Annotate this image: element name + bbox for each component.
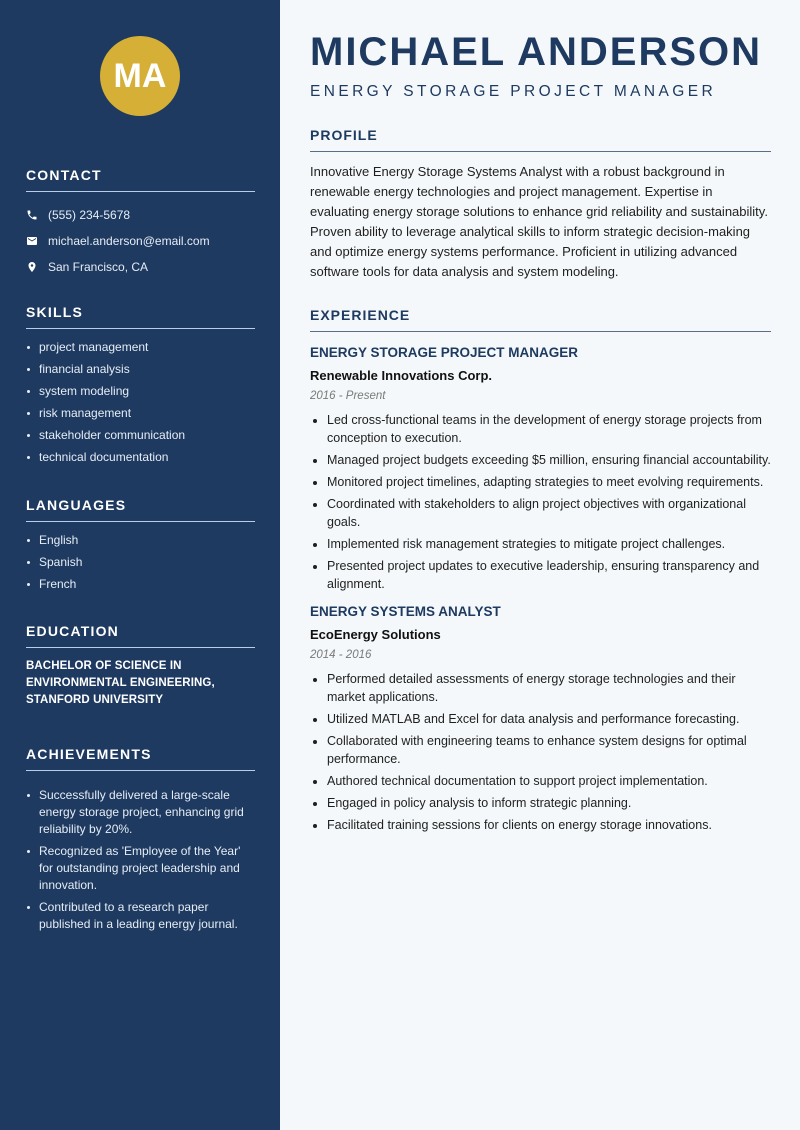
skill-item: system modeling bbox=[26, 383, 255, 399]
job-bullet: Collaborated with engineering teams to enhance system designs for optimal performance. bbox=[310, 732, 771, 768]
avatar bbox=[100, 36, 180, 116]
company-name: Renewable Innovations Corp. bbox=[310, 368, 493, 383]
contact-list bbox=[26, 202, 255, 280]
languages-heading: LANGUAGES bbox=[26, 497, 255, 522]
skills-list bbox=[26, 339, 255, 465]
job-bullet: Presented project updates to executive leadership, ensuring transparency and alignment. bbox=[310, 557, 771, 593]
profile-heading: PROFILE bbox=[310, 127, 771, 152]
language-item: Spanish bbox=[26, 554, 255, 570]
contact-location bbox=[26, 254, 255, 280]
job-entry bbox=[310, 344, 771, 593]
company-name: EcoEnergy Solutions bbox=[310, 627, 441, 642]
avatar-initials: MA bbox=[113, 56, 167, 95]
education-degree: BACHELOR OF SCIENCE IN ENVIRONMENTAL ENGINEERING, STANFORD UNIVERSITY bbox=[26, 660, 215, 706]
contact-section bbox=[26, 167, 255, 280]
education-heading: EDUCATION bbox=[26, 623, 255, 648]
location-pin-icon bbox=[26, 261, 38, 273]
experience-section bbox=[310, 307, 771, 838]
job-bullet: Engaged in policy analysis to inform strategic planning. bbox=[310, 794, 771, 812]
skills-heading: SKILLS bbox=[26, 304, 255, 329]
job-bullet: Facilitated training sessions for clients on energy storage innovations. bbox=[310, 816, 771, 834]
job-bullet: Led cross-functional teams in the development of energy storage projects from conception to execution. bbox=[310, 411, 771, 447]
skill-item: technical documentation bbox=[26, 449, 255, 465]
contact-email bbox=[26, 228, 255, 254]
languages-list bbox=[26, 532, 255, 592]
job-bullets bbox=[310, 411, 771, 593]
skill-item: financial analysis bbox=[26, 361, 255, 377]
achievement-item: Contributed to a research paper published in a leading energy journal. bbox=[26, 899, 255, 933]
education-section bbox=[26, 623, 255, 709]
job-entry bbox=[310, 603, 771, 834]
achievements-list bbox=[26, 787, 255, 933]
skill-item: project management bbox=[26, 339, 255, 355]
job-title: ENERGY STORAGE PROJECT MANAGER bbox=[310, 345, 579, 360]
phone-icon bbox=[26, 209, 38, 221]
languages-section bbox=[26, 497, 255, 598]
job-title-header: ENERGY STORAGE PROJECT MANAGER bbox=[310, 83, 717, 100]
job-bullet: Authored technical documentation to support project implementation. bbox=[310, 772, 771, 790]
achievement-item: Successfully delivered a large-scale energy storage project, enhancing grid reliability by 20%. bbox=[26, 787, 255, 838]
candidate-name: MICHAEL ANDERSON bbox=[310, 30, 763, 74]
job-bullet: Performed detailed assessments of energy storage technologies and their market applications. bbox=[310, 670, 771, 706]
language-item: French bbox=[26, 576, 255, 592]
location-text: San Francisco, CA bbox=[48, 260, 149, 274]
phone-text: (555) 234-5678 bbox=[48, 208, 131, 222]
job-bullet: Coordinated with stakeholders to align project objectives with organizational goals. bbox=[310, 495, 771, 531]
achievements-section bbox=[26, 746, 255, 938]
achievement-item: Recognized as 'Employee of the Year' for outstanding project leadership and innovation. bbox=[26, 843, 255, 894]
email-icon bbox=[26, 235, 38, 247]
job-bullets bbox=[310, 670, 771, 834]
job-bullet: Implemented risk management strategies to mitigate project challenges. bbox=[310, 535, 771, 553]
profile-section bbox=[310, 127, 771, 282]
contact-heading: CONTACT bbox=[26, 167, 255, 192]
experience-heading: EXPERIENCE bbox=[310, 307, 771, 332]
achievements-heading: ACHIEVEMENTS bbox=[26, 746, 255, 771]
job-dates: 2014 - 2016 bbox=[310, 649, 372, 661]
email-text[interactable]: michael.anderson@email.com bbox=[48, 234, 210, 248]
job-dates: 2016 - Present bbox=[310, 390, 386, 402]
job-title: ENERGY SYSTEMS ANALYST bbox=[310, 604, 501, 619]
skills-section bbox=[26, 304, 255, 471]
job-bullet: Utilized MATLAB and Excel for data analysis and performance forecasting. bbox=[310, 710, 771, 728]
contact-phone bbox=[26, 202, 255, 228]
skill-item: risk management bbox=[26, 405, 255, 421]
skill-item: stakeholder communication bbox=[26, 427, 255, 443]
profile-text: Innovative Energy Storage Systems Analyst with a robust background in renewable energy technologies and project management. Expertise in evaluating energy storage solutions to enhance grid reliability and sustainability. Proven ability to leverage analytical skills to inform strategic decision-making and optimize energy systems performance. Proficient in utilizing advanced software tools for data analysis and system modeling. bbox=[310, 164, 768, 279]
job-bullet: Managed project budgets exceeding $5 million, ensuring financial accountability. bbox=[310, 451, 771, 469]
job-bullet: Monitored project timelines, adapting strategies to meet evolving requirements. bbox=[310, 473, 771, 491]
language-item: English bbox=[26, 532, 255, 548]
sidebar bbox=[0, 0, 280, 1130]
